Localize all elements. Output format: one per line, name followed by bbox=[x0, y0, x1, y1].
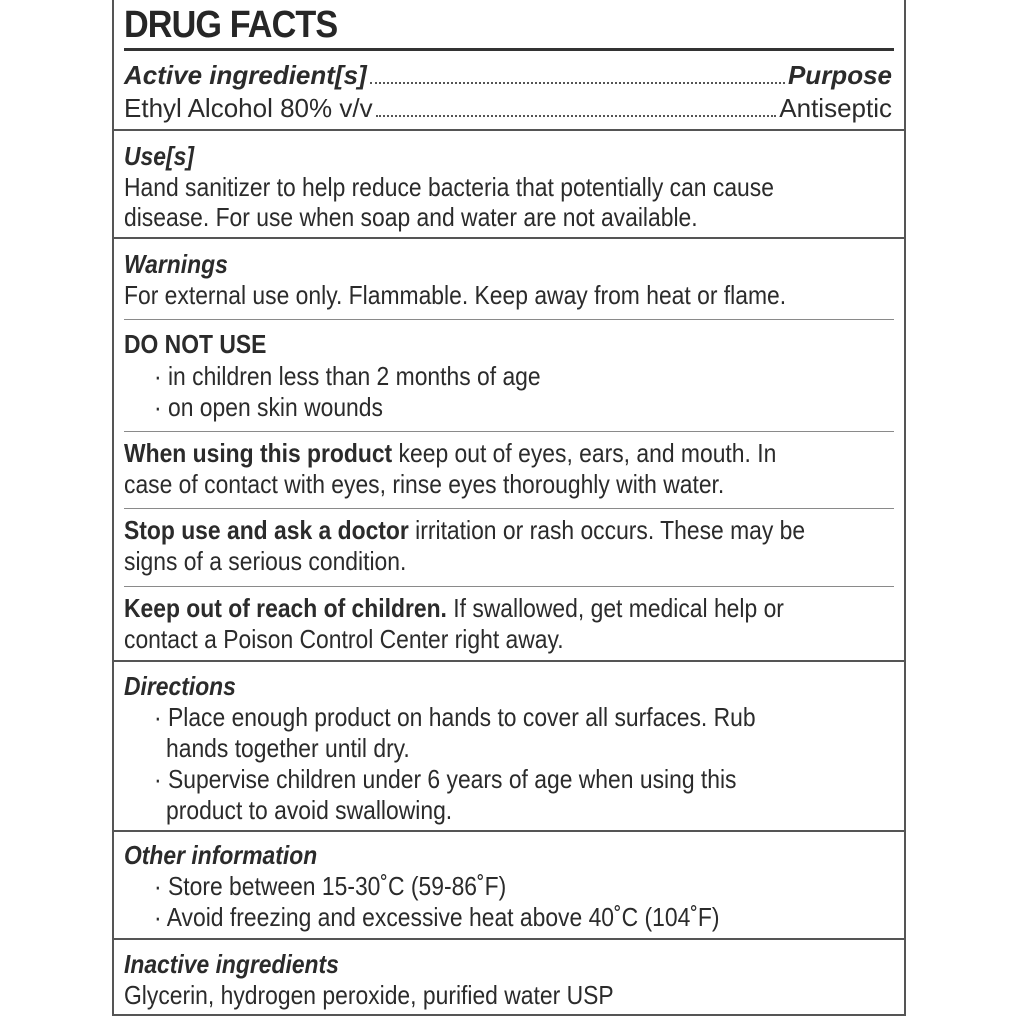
uses-line-1: Hand sanitizer to help reduce bacteria that potentially can cause bbox=[124, 172, 774, 202]
active-ingredient-name: Ethyl Alcohol 80% v/v bbox=[124, 93, 373, 123]
subsection-divider bbox=[124, 431, 894, 432]
inactive-ingredients-heading: Inactive ingredients bbox=[124, 949, 339, 979]
keep-out-lead: Keep out of reach of children. bbox=[124, 593, 447, 623]
leader-dots bbox=[376, 115, 777, 117]
do-not-use-item: · on open skin wounds bbox=[154, 392, 383, 422]
warnings-heading: Warnings bbox=[124, 249, 228, 279]
leader-dots bbox=[370, 82, 785, 84]
active-ingredient-header-row bbox=[124, 60, 892, 91]
other-info-heading: Other information bbox=[124, 840, 318, 870]
active-ingredient-heading: Active ingredient[s] bbox=[124, 60, 367, 90]
subsection-divider bbox=[124, 319, 894, 320]
when-using-line-2: case of contact with eyes, rinse eyes thoroughly with water. bbox=[124, 469, 725, 499]
section-divider bbox=[114, 237, 904, 239]
section-divider bbox=[114, 830, 904, 832]
directions-item-1-line-1: · Place enough product on hands to cover all surfaces. Rub bbox=[154, 702, 756, 732]
stop-use-line-2: signs of a serious condition. bbox=[124, 546, 407, 576]
stop-use-lead: Stop use and ask a doctor bbox=[124, 515, 409, 545]
uses-heading: Use[s] bbox=[124, 141, 194, 171]
uses-line-2: disease. For use when soap and water are not available. bbox=[124, 202, 698, 232]
when-using-lead: When using this product bbox=[124, 438, 393, 468]
stop-use-rest: irritation or rash occurs. These may be bbox=[408, 515, 806, 545]
subsection-divider bbox=[124, 508, 894, 509]
directions-item-2-line-1: · Supervise children under 6 years of age when using this bbox=[154, 764, 737, 794]
keep-out-line-1 bbox=[124, 593, 784, 623]
inactive-ingredients-text: Glycerin, hydrogen peroxide, purified water USP bbox=[124, 980, 614, 1010]
section-divider bbox=[114, 660, 904, 662]
subsection-divider bbox=[124, 586, 894, 587]
stop-use-line-1 bbox=[124, 515, 805, 545]
active-ingredient-row bbox=[124, 93, 892, 124]
drug-facts-title: DRUG FACTS bbox=[124, 4, 338, 46]
section-divider bbox=[114, 129, 904, 131]
keep-out-rest: If swallowed, get medical help or bbox=[446, 593, 784, 623]
active-ingredient-purpose: Antiseptic bbox=[779, 93, 892, 123]
keep-out-line-2: contact a Poison Control Center right away. bbox=[124, 624, 564, 654]
do-not-use-heading: DO NOT USE bbox=[124, 329, 267, 359]
when-using-line-1 bbox=[124, 438, 776, 468]
warnings-text: For external use only. Flammable. Keep away from heat or flame. bbox=[124, 280, 787, 310]
do-not-use-item: · in children less than 2 months of age bbox=[154, 361, 541, 391]
directions-item-1-line-2: hands together until dry. bbox=[166, 733, 410, 763]
purpose-heading: Purpose bbox=[787, 60, 892, 90]
title-rule bbox=[124, 48, 894, 51]
section-divider bbox=[114, 938, 904, 940]
directions-item-2-line-2: product to avoid swallowing. bbox=[166, 795, 453, 825]
other-info-item: · Store between 15-30˚C (59-86˚F) bbox=[154, 871, 507, 901]
drug-facts-panel bbox=[112, 0, 906, 1016]
other-info-item: · Avoid freezing and excessive heat above 40˚C (104˚F) bbox=[154, 902, 720, 932]
directions-heading: Directions bbox=[124, 671, 236, 701]
when-using-rest: keep out of eyes, ears, and mouth. In bbox=[392, 438, 777, 468]
